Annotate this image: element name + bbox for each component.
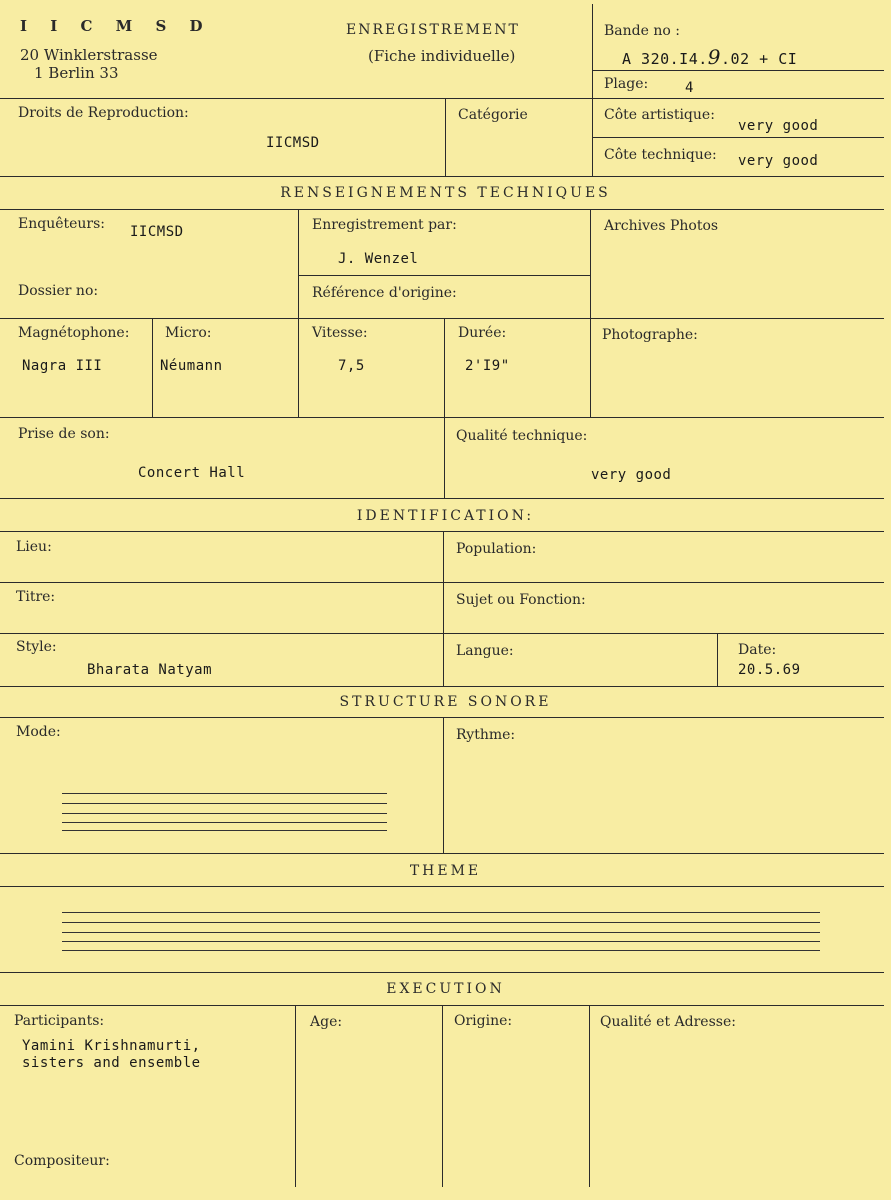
prise-label: Prise de son: [18,426,110,442]
age-label: Age: [310,1014,343,1030]
compositeur-label: Compositeur: [14,1153,110,1169]
sujet-label: Sujet ou Fonction: [456,592,586,608]
section-theme-title: THEME [409,863,482,879]
mode-write-line [62,793,387,794]
rule [592,4,593,176]
rule [152,318,153,417]
rule [298,275,590,276]
section-structure-title: STRUCTURE SONORE [339,694,552,710]
rule [589,1005,590,1187]
plage-value: 4 [685,80,694,96]
categorie-label: Catégorie [458,107,528,123]
rule [0,176,884,177]
reference-label: Référence d'origine: [312,285,457,301]
form-subtitle: (Fiche individuelle) [368,47,516,65]
rule [0,531,884,532]
origine-label: Origine: [454,1013,513,1029]
cote-artistique-value: very good [738,118,819,134]
magnetophone-label: Magnétophone: [18,325,130,341]
rule [717,633,718,686]
rule [0,886,884,887]
rule [444,318,445,498]
prise-value: Concert Hall [138,465,246,481]
cote-technique-value: very good [738,153,819,169]
rule [295,1005,296,1187]
participants-line-2: sisters and ensemble [22,1055,201,1071]
micro-label: Micro: [165,325,212,341]
participants-label: Participants: [14,1013,105,1029]
archives-photos-label: Archives Photos [604,218,719,234]
dossier-label: Dossier no: [18,283,99,299]
magnetophone-value: Nagra III [22,358,103,374]
address-line-1: 20 Winklerstrasse [20,46,158,64]
rule [0,972,884,973]
rule [445,98,446,176]
rule [0,417,884,418]
duree-value: 2'I9" [465,358,510,374]
plage-label: Plage: [604,76,649,92]
section-execution-title: EXECUTION [386,981,505,997]
rule [0,717,884,718]
rule [0,582,884,583]
rule [442,1005,443,1187]
theme-write-line [62,912,820,913]
enqueteurs-label: Enquêteurs: [18,216,106,232]
rule [0,318,884,319]
rule [443,717,444,853]
rule [298,209,299,417]
qualite-adresse-label: Qualité et Adresse: [600,1014,736,1030]
droits-label: Droits de Reproduction: [18,105,189,121]
rule [592,98,884,99]
enregistrement-par-value: J. Wenzel [338,251,419,267]
rule [443,531,444,686]
rule [592,70,884,71]
cote-artistique-label: Côte artistique: [604,107,715,123]
rythme-label: Rythme: [456,727,516,743]
address-line-2: 1 Berlin 33 [34,64,119,82]
mode-label: Mode: [16,724,61,740]
form-title: ENREGISTREMENT [346,22,520,38]
langue-label: Langue: [456,643,514,659]
droits-value: IICMSD [266,135,320,151]
section-technical-title: RENSEIGNEMENTS TECHNIQUES [280,185,611,201]
qualite-technique-label: Qualité technique: [456,428,588,444]
bande-value [622,45,797,69]
rule [592,137,884,138]
photographe-label: Photographe: [602,327,698,343]
mode-write-line [62,830,387,831]
date-label: Date: [738,642,777,658]
cote-technique-label: Côte technique: [604,147,717,163]
theme-write-line [62,950,820,951]
date-value: 20.5.69 [738,662,801,678]
mode-write-line [62,813,387,814]
rule [0,98,592,99]
section-identification-title: IDENTIFICATION: [356,508,535,524]
rule [0,498,884,499]
participants-line-1: Yamini Krishnamurti, [22,1038,201,1054]
mode-write-line [62,822,387,823]
bande-value-handwritten: 9 [707,45,722,69]
institute-logo: I I C M S D [20,17,212,35]
theme-write-line [62,941,820,942]
bande-value-prefix: A 320.I4. [622,50,708,68]
style-value: Bharata Natyam [87,662,213,678]
qualite-technique-value: very good [591,467,672,483]
bande-value-suffix: .02 + CI [721,50,798,68]
theme-write-line [62,922,820,923]
duree-label: Durée: [458,325,507,341]
rule [0,686,884,687]
population-label: Population: [456,541,537,557]
vitesse-label: Vitesse: [312,325,368,341]
rule [0,633,884,634]
micro-value: Néumann [160,358,223,374]
vitesse-value: 7,5 [338,358,365,374]
rule [0,209,884,210]
enqueteurs-value: IICMSD [130,224,184,240]
lieu-label: Lieu: [16,539,52,555]
style-label: Style: [16,639,57,655]
rule [0,853,884,854]
bande-label: Bande no : [604,23,680,39]
rule [590,209,591,417]
theme-write-line [62,932,820,933]
titre-label: Titre: [16,589,56,605]
enregistrement-par-label: Enregistrement par: [312,217,457,233]
mode-write-line [62,803,387,804]
